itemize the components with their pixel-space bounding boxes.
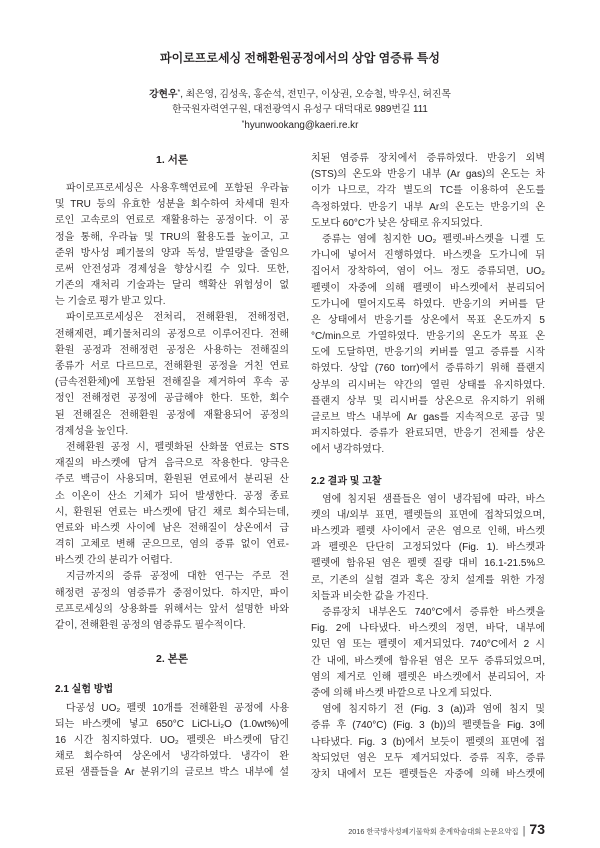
text-line: 도가니에 떨어지도록 하였다. 반응기의 커버를 닫 [311,298,545,310]
text-line: 다공성 UO₂ 펠렛 10개를 전해환원 공정에 사용 [66,702,289,714]
text-line: 퍼지하였다. 증류가 완료되면, 반응기 전체를 상온 [311,428,545,440]
text-line: 되는 바스켓에 넣고 650°C LiCl-Li₂O (1.0wt%)에 [55,718,289,730]
co-authors: , 최은영, 김성욱, 홍순석, 전민구, 이상권, 오승철, 박우신, 허진목 [180,89,451,100]
text-line: 정인 전해정련 공정에 공급해야 한다. 또한, 회수 [55,393,289,405]
text-line: 해정련 공정의 염증류가 중점이었다. 하지만, 파이 [55,587,289,599]
email-mark: * [241,120,245,127]
text-line: 바스켓과 펠렛 사이에서 굳은 염으로 인해, 바스켓 [311,526,545,538]
left-column [55,152,289,782]
corresponding-author-mark: * [177,89,181,96]
text-line: 시, 환원된 연료는 바스켓에 담긴 채로 회수되는데, [55,506,289,518]
text-line: 간 내에, 바스켓에 함유된 염은 모두 증류되었으며, [311,655,545,667]
affiliation: 한국원자력연구원, 대전광역시 유성구 대덕대로 989번길 111 [172,104,428,115]
text-line: Fig. 2에 나타냈다. 바스켓의 정면, 바닥, 내부에 [311,623,545,635]
text-line: 환원 공정과 전해정련 공정은 사용하는 전해질의 [55,344,289,356]
text-line: 염의 제거로 인해 펠렛은 바스켓에서 분리되어, 자 [311,671,545,683]
text-line: 있던 염 또는 펠렛이 제거되었다. 740°C에서 2 시 [311,639,545,651]
text-line: 하였다. 상압 (760 torr)에서 증류하기 위해 플랜지 [311,363,545,375]
text-line: 종류가 서로 다르므로, 전해환원 공정을 거친 연료 [55,361,289,373]
page-footer [348,821,545,837]
text-line: 재질의 바스켓에 담겨 음극으로 작용한다. 양극은 [55,458,289,470]
text-line: 파이로프로세싱은 사용후핵연료에 포함된 우라늄 [66,182,289,194]
subsection-heading: 2.1 실험 방법 [55,683,114,695]
text-line: 플랜지 상부 및 리시버를 상온으로 유지하기 위해 [311,395,545,407]
author-list [0,88,600,102]
paper-title: 파이로프로세싱 전해환원공정에서의 상압 염증류 특성 [160,51,440,65]
text-line: 도보다 60°C가 낮은 상태로 유지되었다. [311,217,483,229]
section-heading: 2. 본론 [156,652,188,665]
text-line: 펠렛이 자중에 의해 펠렛이 바스켓에서 분리되어 [311,282,545,294]
contact-email [0,119,600,133]
text-line: 된 전해질은 전해환원 공정에 재활용되어 공정의 [55,409,289,421]
text-line: 격히 고체로 변해 굳으므로, 염의 증류 없이 연료- [55,539,289,551]
text-line: 증류 후 (740°C) (Fig. 3 (b))의 펠렛들을 Fig. 3에 [311,720,545,732]
email-address: hyunwookang@kaeri.re.kr [244,120,359,131]
text-line: 주로 백금이 사용되며, 환원된 연료에서 분리된 산 [55,474,289,486]
text-line: 경제성을 높인다. [55,425,129,437]
text-line: 치들과 비슷한 값을 가진다. [311,590,429,602]
text-line: 장치 내에서 모든 펠렛들은 자중에 의해 바스켓에 [311,768,545,780]
text-line: 펠렛에 함유된 염은 펠렛 질량 대비 16.1-21.5%으 [311,558,545,570]
paragraph [311,605,545,702]
text-line: 가니에 넣어서 진행하였다. 바스켓을 도가니에 뒤 [311,250,545,262]
text-line: 소 이온이 산소 기체가 되어 발생한다. 공정 종료 [55,490,289,502]
text-line: 지금까지의 증류 공정에 대한 연구는 주로 전 [66,571,289,583]
paragraph [55,569,289,634]
text-line: 전해환원 공정 시, 펠렛화된 산화물 연료는 STS [66,441,289,453]
text-line: 준위 방사성 폐기물의 양과 독성, 발열량을 줄임으 [55,247,289,259]
text-line: 로프로세싱의 상용화를 위해서는 앞서 설명한 바와 [55,603,289,615]
text-line: °C/min으로 가열하였다. 반응기의 온도가 목표 온 [311,331,545,343]
text-line: 착되었던 염은 모두 제거되었다. 증류 직후, 증류 [311,752,545,764]
paragraph [55,440,289,570]
page-number: 73 [529,821,545,837]
publication-name: 2016 한국방사성폐기물학회 춘계학술대회 논문요약집 [348,827,519,836]
text-line: 16 시간 침지하였다. UO₂ 펠렛은 바스켓에 담긴 [55,734,289,746]
paragraph [55,181,289,311]
text-line: 과 펠렛은 단단히 고정되었다 (Fig. 1). 바스켓과 [311,542,545,554]
text-line: 및 TRU 등의 유효한 성분을 회수하여 차세대 원자 [55,199,289,211]
paragraph [311,492,545,605]
text-line: 나타냈다. Fig. 3 (b)에서 보듯이 펠렛의 표면에 접 [311,736,545,748]
text-line: 같이, 전해환원 공정의 염증류도 필수적이다. [55,620,246,632]
text-line: 증류는 염에 침지한 UO₂ 펠렛-바스켓을 니켈 도 [322,233,545,245]
text-line: 상부의 리시버는 약간의 열린 상태를 유지하였다. [311,379,545,391]
text-line: 정을 통해, 우라늄 및 TRU의 활용도를 높이고, 고 [55,231,289,243]
footer-separator: | [522,825,526,837]
text-line: 연료와 바스켓 사이에 남은 전해질이 상온에서 급 [55,522,289,534]
text-line: 는 기술로 평가 받고 있다. [55,296,166,308]
text-line: 치된 염증류 장치에서 증류하였다. 반응기 외벽 [311,153,545,164]
text-line: 도에 도달하면, 반응기의 커버를 열고 증류를 시작 [311,347,545,359]
text-line: 기존의 재처리 기술과는 달리 핵확산 위험성이 없 [55,280,289,292]
paragraph [55,701,289,782]
paragraph [55,310,289,440]
text-line: 료된 샘플들을 Ar 분위기의 글로브 박스 내부에 설 [55,767,289,779]
text-line: 파이로프로세싱은 전처리, 전해환원, 전해정련, [66,312,289,324]
corresponding-author: 강현우 [149,89,178,100]
text-line: (금속전환체)에 포함된 전해질을 제거하여 후속 공 [55,377,289,389]
text-line: 염에 침지된 샘플들은 염이 냉각됨에 따라, 바스 [322,493,545,505]
text-line: 로, 기존의 실험 결과 혹은 장치 설계를 위한 가정 [311,574,545,586]
text-line: 중에 의해 바스켓 바깥으로 나오게 되었다. [311,687,492,699]
subsection-heading: 2.2 결과 및 고찰 [311,475,382,487]
text-line: 측정하였다. 반응기 내부 Ar의 온도는 반응기의 온 [311,201,545,213]
text-line: 로인 고속로의 연료로 재활용하는 공정이다. 이 공 [55,215,289,227]
text-line: 로써 안전성과 경제성을 향상시킬 수 있다. 또한, [55,263,289,275]
text-line: 증류장치 내부온도 740°C에서 증류한 바스켓을 [322,607,545,619]
text-line: 채로 회수하여 상온에서 냉각하였다. 냉각이 완 [55,751,289,763]
right-column [311,151,545,783]
paragraph [311,232,545,459]
text-line: 바스켓 간의 분리가 어렵다. [55,555,173,567]
text-line: 전해제련, 폐기물처리의 공정으로 이루어진다. 전해 [55,328,289,340]
text-line: 에서 냉각하였다. [311,444,385,456]
text-line: 이가 나므로, 각각 별도의 TC를 이용하여 온도를 [311,185,545,197]
text-line: 은 상태에서 반응기를 상온에서 목표 온도까지 5 [311,314,545,326]
text-line: 집어서 장착하여, 염이 어느 정도 증류되면, UO₂ [311,266,545,278]
text-line: 염에 침지하기 전 (Fig. 3 (a))과 염에 침지 및 [322,704,545,716]
text-line: (STS)의 온도와 반응기 내부 (Ar gas)의 온도는 차 [311,169,545,181]
text-line: 켓의 내/외부 표면, 펠렛들의 표면에 접착되었으며, [311,509,545,521]
text-line: 글로브 박스 내부에 Ar gas를 지속적으로 공급 및 [311,412,545,423]
section-heading: 1. 서론 [156,154,188,166]
paragraph [311,151,545,232]
paragraph [311,702,545,783]
